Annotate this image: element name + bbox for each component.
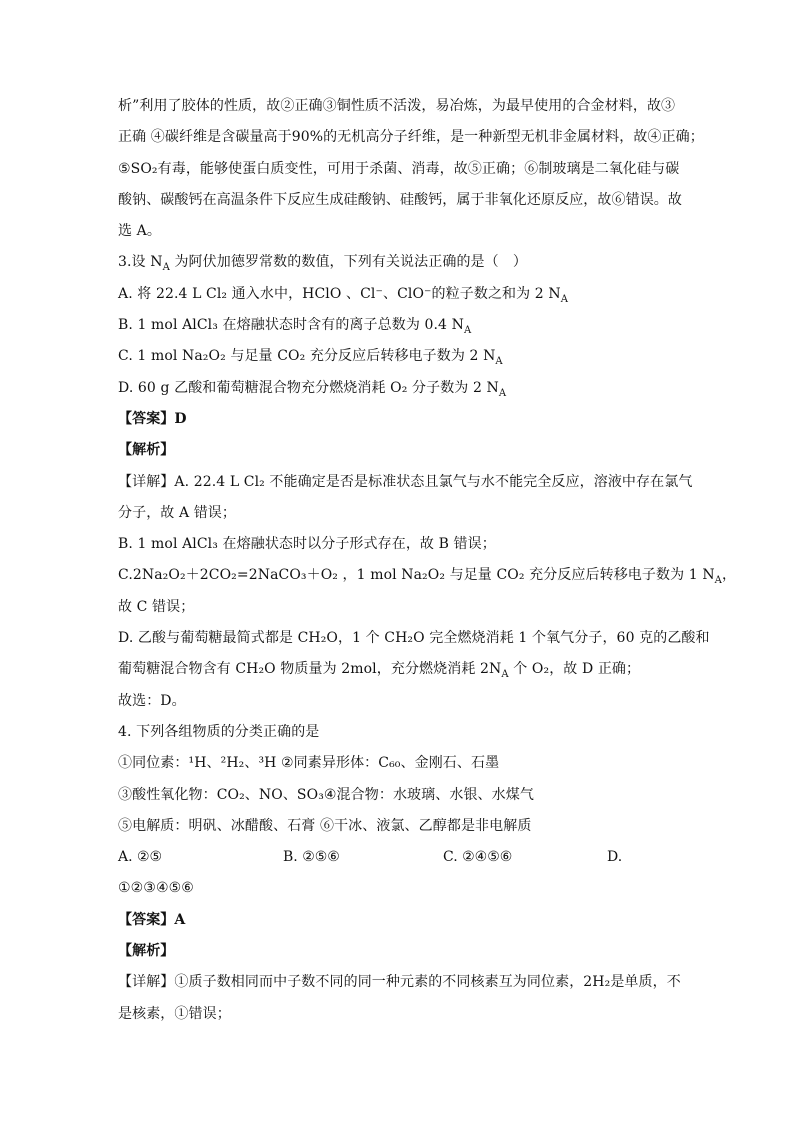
text-line: 酸钠、碳酸钙在高温条件下反应生成硅酸钠、硅酸钙，属于非氧化还原反应，故⑥错误。故 <box>118 191 682 208</box>
question-3-option-d: D. 60 g 乙酸和葡萄糖混合物充分燃烧消耗 O₂ 分子数为 2 $N_A$ <box>118 379 507 399</box>
question-3-option-c: C. 1 mol Na₂O₂ 与足量 CO₂ 充分反应后转移电子数为 2 $N_A$ <box>118 348 503 368</box>
detail-line: 故 C 错误； <box>118 598 195 615</box>
question-4-item: ①同位素：¹H、²H₂、³H ②同素异形体：C₆₀、金刚石、石墨 <box>118 755 500 772</box>
detail-line: D. 乙酸与葡萄糖最简式都是 CH₂O，1 个 CH₂O 完全燃烧消耗 1 个氧气分子，60 克的乙酸和 <box>118 630 710 647</box>
detail-line: 【详解】A. 22.4 L Cl₂ 不能确定是否是标准状态且氯气与水不能完全反应，溶液中存在氯气 <box>118 473 693 490</box>
answer-label: 【答案】A <box>118 911 186 928</box>
detail-line: 【详解】①质子数相同而中子数不同的同一种元素的不同核素互为同位素，2H₂是单质，不 <box>118 974 681 991</box>
text-line: ⑤SO₂有毒，能够使蛋白质变性，可用于杀菌、消毒，故⑤正确；⑥制玻璃是二氧化硅与碳 <box>118 160 680 177</box>
question-4-option-b: B. ②⑤⑥ <box>283 849 340 866</box>
question-3-option-a: A. 将 22.4 L Cl₂ 通入水中，HClO 、Cl⁻、ClO⁻的粒子数之和为 2 $N_A$ <box>118 285 569 305</box>
text-line: 正确 ④碳纤维是含碳量高于90%的无机高分子纤维，是一种新型无机非金属材料，故④正确； <box>118 129 704 146</box>
question-4-option-d-content: ①②③④⑤⑥ <box>118 880 194 897</box>
question-4-item: ③酸性氧化物：CO₂、NO、SO₃④混合物：水玻璃、水银、水煤气 <box>118 786 534 803</box>
question-4-item: ⑤电解质：明矾、冰醋酸、石膏 ⑥干冰、液氯、乙醇都是非电解质 <box>118 817 532 834</box>
text-line: 选 A。 <box>118 223 161 240</box>
question-3-stem: 3.设 $N_A$ 为阿伏加德罗常数的数值，下列有关说法正确的是（ ） <box>118 254 527 274</box>
detail-line: B. 1 mol AlCl₃ 在熔融状态时以分子形式存在，故 B 错误； <box>118 536 496 553</box>
question-4-option-d: D. <box>607 849 623 866</box>
detail-line: 是核素，①错误； <box>118 1005 231 1022</box>
question-4-stem: 4. 下列各组物质的分类正确的是 <box>118 723 320 740</box>
analysis-label: 【解析】 <box>118 442 175 459</box>
analysis-label: 【解析】 <box>118 943 175 960</box>
conclusion-line: 故选：D。 <box>118 692 186 709</box>
answer-label: 【答案】D <box>118 410 187 427</box>
detail-line: C.2Na₂O₂＋2CO₂=2NaCO₃＋O₂ ，1 mol Na₂O₂ 与足量 CO₂ 充分反应后转移电子数为 1 $N_A$， <box>118 567 737 587</box>
question-4-option-c: C. ②④⑤⑥ <box>443 849 513 866</box>
question-4-options <box>118 846 714 868</box>
question-4-option-a: A. ②⑤ <box>118 849 163 866</box>
detail-line: 分子，故 A 错误； <box>118 504 237 521</box>
question-3-option-b: B. 1 mol AlCl₃ 在熔融状态时含有的离子总数为 0.4 $N_A$ <box>118 317 472 336</box>
detail-line: 葡萄糖混合物含有 CH₂O 物质量为 2mol，充分燃烧消耗 $2N_A$ 个 O₂，故 D 正确； <box>118 661 641 681</box>
text-line: 析”利用了胶体的性质，故②正确③铜性质不活泼，易冶炼，为最早使用的合金材料，故③ <box>118 98 676 114</box>
